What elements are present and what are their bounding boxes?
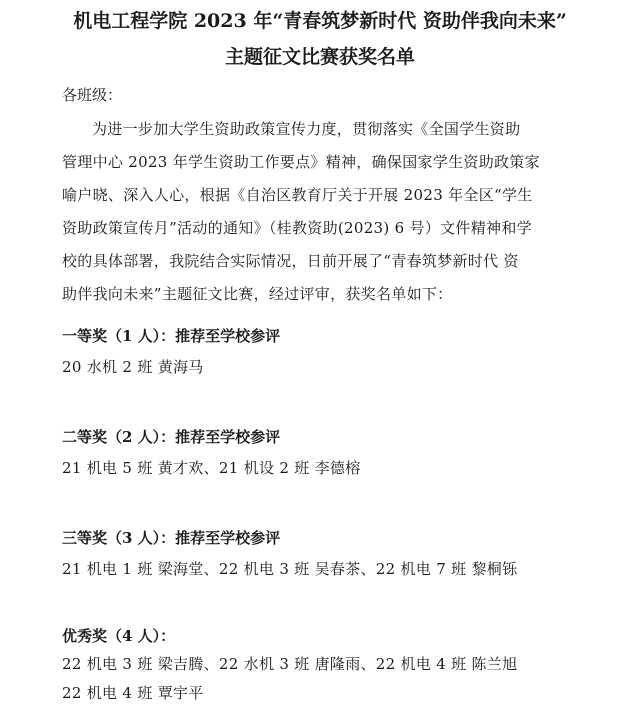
document-title-line2: 主题征文比赛获奖名单 [224,46,415,68]
excellence-prize-heading: 优秀奖（4 人）： [62,627,176,645]
body-paragraph-line: 管理中心 2023 年学生资助工作要点》精神，确保国家学生资助政策家 [62,153,540,171]
excellence-prize-winners: 22 机电 3 班 梁吉腾、22 水机 3 班 唐隆雨、22 机电 4 班 陈兰旭 [62,655,518,673]
body-paragraph-line: 喻户晓、深入人心，根据《自治区教育厅关于开展 2023 年全区“学生 [62,186,533,204]
body-paragraph-line: 助伴我向未来”主题征文比赛，经过评审，获奖名单如下： [62,285,453,303]
salutation: 各班级： [62,86,123,104]
first-prize-winners: 20 水机 2 班 黄海马 [62,358,204,376]
excellence-prize-winners: 22 机电 4 班 覃宇平 [62,684,204,702]
third-prize-heading: 三等奖（3 人）：推荐至学校参评 [62,529,281,547]
body-paragraph-line: 校的具体部署，我院结合实际情况，日前开展了“青春筑梦新时代 资 [62,252,519,270]
body-paragraph-line: 为进一步加大学生资助政策宣传力度，贯彻落实《全国学生资助 [92,120,521,138]
third-prize-winners: 21 机电 1 班 梁海堂、22 机电 3 班 吴春茶、22 机电 7 班 黎桐铄 [62,560,518,578]
first-prize-heading: 一等奖（1 人）：推荐至学校参评 [62,327,281,345]
document-title-line1: 机电工程学院 2023 年“青春筑梦新时代 资助伴我向未来” [73,10,567,32]
second-prize-heading: 二等奖（2 人）：推荐至学校参评 [62,428,281,446]
second-prize-winners: 21 机电 5 班 黄才欢、21 机设 2 班 李德榕 [62,459,361,477]
body-paragraph-line: 资助政策宣传月”活动的通知》（桂教资助(2023) 6 号）文件精神和学 [62,219,532,237]
